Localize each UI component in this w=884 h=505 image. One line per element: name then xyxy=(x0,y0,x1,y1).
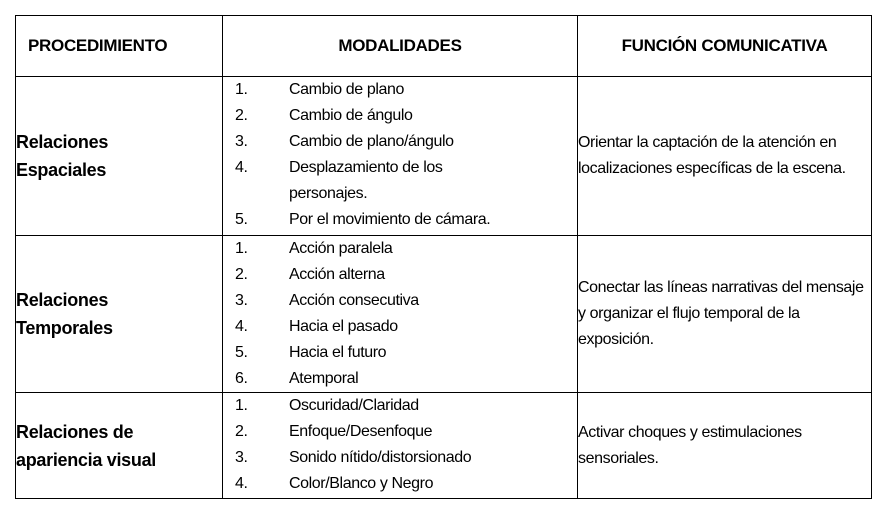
table-row xyxy=(16,393,872,499)
list-item xyxy=(223,419,577,445)
table-row xyxy=(16,236,872,393)
procedure-line: Temporales xyxy=(16,318,113,338)
header-funcion-comunicativa: FUNCIÓN COMUNICATIVA xyxy=(578,16,872,77)
list-item xyxy=(223,207,577,233)
procedure-line: Relaciones xyxy=(16,290,109,310)
procedure-line: Espaciales xyxy=(16,160,107,180)
procedure-cell xyxy=(16,393,223,499)
item-number: 2. xyxy=(235,266,248,283)
list-item xyxy=(223,393,577,419)
list-item xyxy=(223,366,577,392)
list-item xyxy=(223,236,577,262)
modalities-cell xyxy=(223,77,578,236)
list-item xyxy=(223,471,577,497)
item-text: Acción paralela xyxy=(289,240,393,257)
item-text: Por el movimiento de cámara. xyxy=(289,211,491,228)
item-text: Acción consecutiva xyxy=(289,292,419,309)
header-procedimiento: PROCEDIMIENTO xyxy=(16,16,223,77)
item-text: Desplazamiento de los personajes. xyxy=(289,159,443,202)
list-item xyxy=(223,155,577,207)
modalities-list xyxy=(223,236,577,392)
list-item xyxy=(223,340,577,366)
procedures-table xyxy=(15,15,872,499)
list-item xyxy=(223,103,577,129)
item-text: Color/Blanco y Negro xyxy=(289,475,434,492)
list-item xyxy=(223,129,577,155)
list-item xyxy=(223,288,577,314)
item-number: 1. xyxy=(235,81,248,98)
modalities-cell xyxy=(223,236,578,393)
item-text: Hacia el pasado xyxy=(289,318,398,335)
procedure-cell xyxy=(16,77,223,236)
procedure-line: apariencia visual xyxy=(16,449,156,470)
modalities-list xyxy=(223,77,577,233)
item-text: Cambio de ángulo xyxy=(289,107,413,124)
list-item xyxy=(223,77,577,103)
item-text: Atemporal xyxy=(289,370,359,387)
item-number: 1. xyxy=(235,240,248,257)
item-number: 1. xyxy=(235,397,248,414)
list-item xyxy=(223,445,577,471)
procedure-cell xyxy=(16,236,223,393)
item-number: 2. xyxy=(235,423,248,440)
item-text: Hacia el futuro xyxy=(289,344,387,361)
table-header-row xyxy=(16,16,872,77)
table-row xyxy=(16,77,872,236)
item-number: 5. xyxy=(235,211,248,228)
list-item xyxy=(223,262,577,288)
modalities-cell xyxy=(223,393,578,499)
item-number: 2. xyxy=(235,107,248,124)
item-number: 3. xyxy=(235,133,248,150)
item-number: 3. xyxy=(235,292,248,309)
item-text: Acción alterna xyxy=(289,266,385,283)
item-text: Oscuridad/Claridad xyxy=(289,397,419,414)
item-number: 4. xyxy=(235,159,248,176)
function-cell: Conectar las líneas narrativas del mensaje y organizar el flujo temporal de la exposición. xyxy=(578,236,872,393)
procedure-line: Relaciones de xyxy=(16,421,134,442)
header-modalidades: MODALIDADES xyxy=(223,16,578,77)
item-text: Enfoque/Desenfoque xyxy=(289,423,433,440)
item-number: 4. xyxy=(235,475,248,492)
item-number: 4. xyxy=(235,318,248,335)
item-number: 3. xyxy=(235,449,248,466)
function-cell: Activar choques y estimulaciones sensoriales. xyxy=(578,393,872,499)
item-number: 6. xyxy=(235,370,248,387)
item-text: Cambio de plano/ángulo xyxy=(289,133,454,150)
procedure-line: Relaciones xyxy=(16,132,109,152)
modalities-list xyxy=(223,393,577,497)
item-text: Sonido nítido/distorsionado xyxy=(289,449,472,466)
item-text: Cambio de plano xyxy=(289,81,404,98)
list-item xyxy=(223,314,577,340)
item-number: 5. xyxy=(235,344,248,361)
function-cell: Orientar la captación de la atención en localizaciones específicas de la escena. xyxy=(578,77,872,236)
